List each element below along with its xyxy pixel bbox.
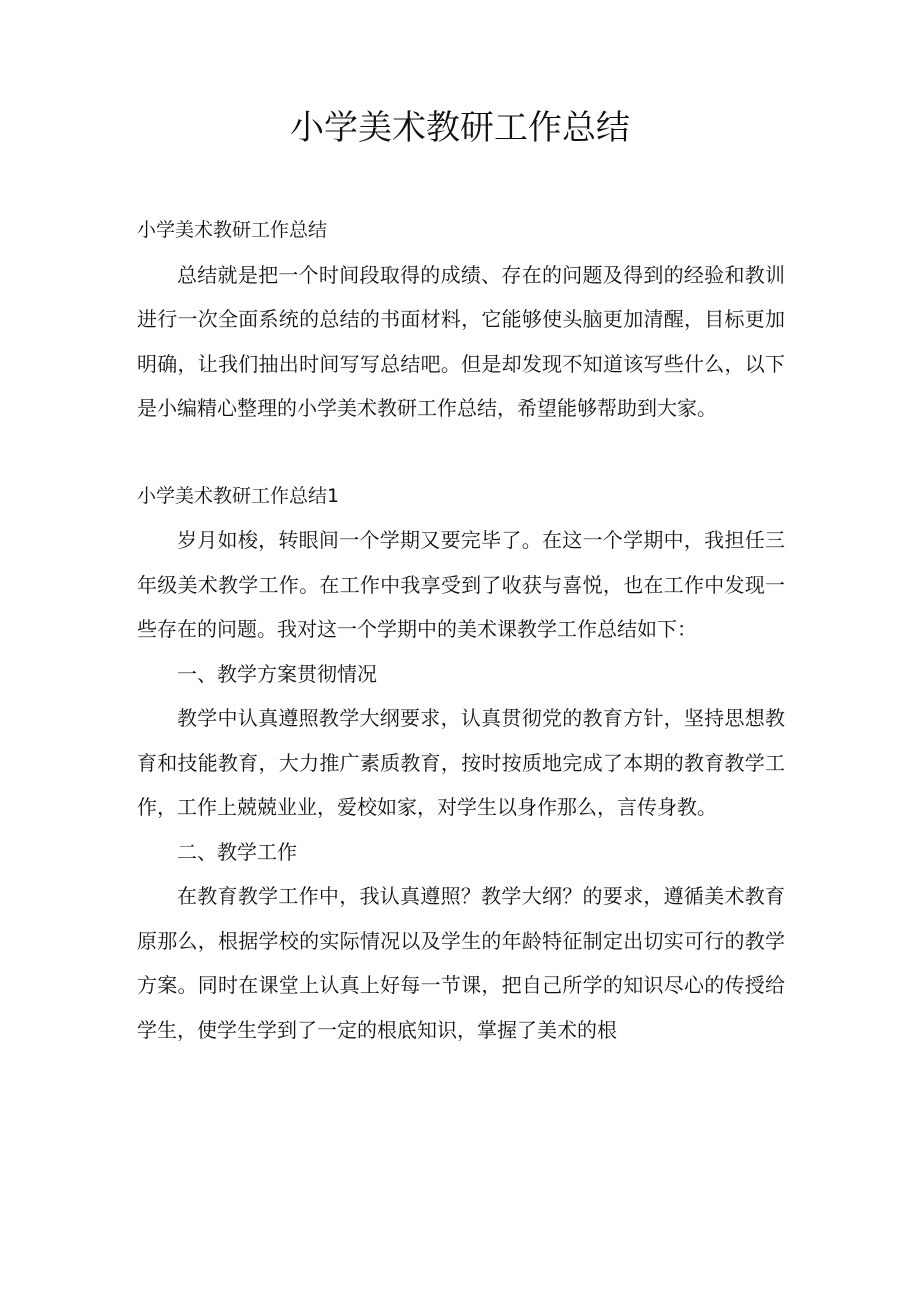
section-spacer <box>137 431 785 474</box>
section1-heading: 小学美术教研工作总结1 <box>137 484 340 507</box>
section1-paragraph: 岁月如梭，转眼间一个学期又要完毕了。在这一个学期中，我担任三年级美术教学工作。在工作中我享受到了收获与喜悦，也在工作中发现一些存在的问题。我对这一个学期中的美术课教学工作总结如下： <box>137 528 785 641</box>
part1-heading: 一、教学方案贯彻情况 <box>177 661 377 686</box>
part2-heading: 二、教学工作 <box>177 839 297 864</box>
part1-paragraph: 教学中认真遵照教学大纲要求，认真贯彻党的教育方针，坚持思想教育和技能教育，大力推广素质教育，按时按质地完成了本期的教育教学工作，工作上兢兢业业，爱校如家，对学生以身作那么，言传身教。 <box>137 706 785 819</box>
part2-paragraph: 在教育教学工作中，我认真遵照？教学大纲？的要求，遵循美术教育原那么，根据学校的实际情况以及学生的年龄特征制定出切实可行的教学方案。同时在课堂上认真上好每一节课，把自己所学的知识尽心的传授给学生，使学生学到了一定的根底知识，掌握了美术的根 <box>137 884 785 1042</box>
intro-paragraph: 总结就是把一个时间段取得的成绩、存在的问题及得到的经验和教训进行一次全面系统的总结的书面材料，它能够使头脑更加清醒，目标更加明确，让我们抽出时间写写总结吧。但是却发现不知道该写些什么，以下是小编精心整理的小学美术教研工作总结，希望能够帮助到大家。 <box>137 262 785 420</box>
page-title: 小学美术教研工作总结 <box>290 108 630 148</box>
document-body <box>137 208 785 1052</box>
intro-heading: 小学美术教研工作总结 <box>137 219 328 241</box>
